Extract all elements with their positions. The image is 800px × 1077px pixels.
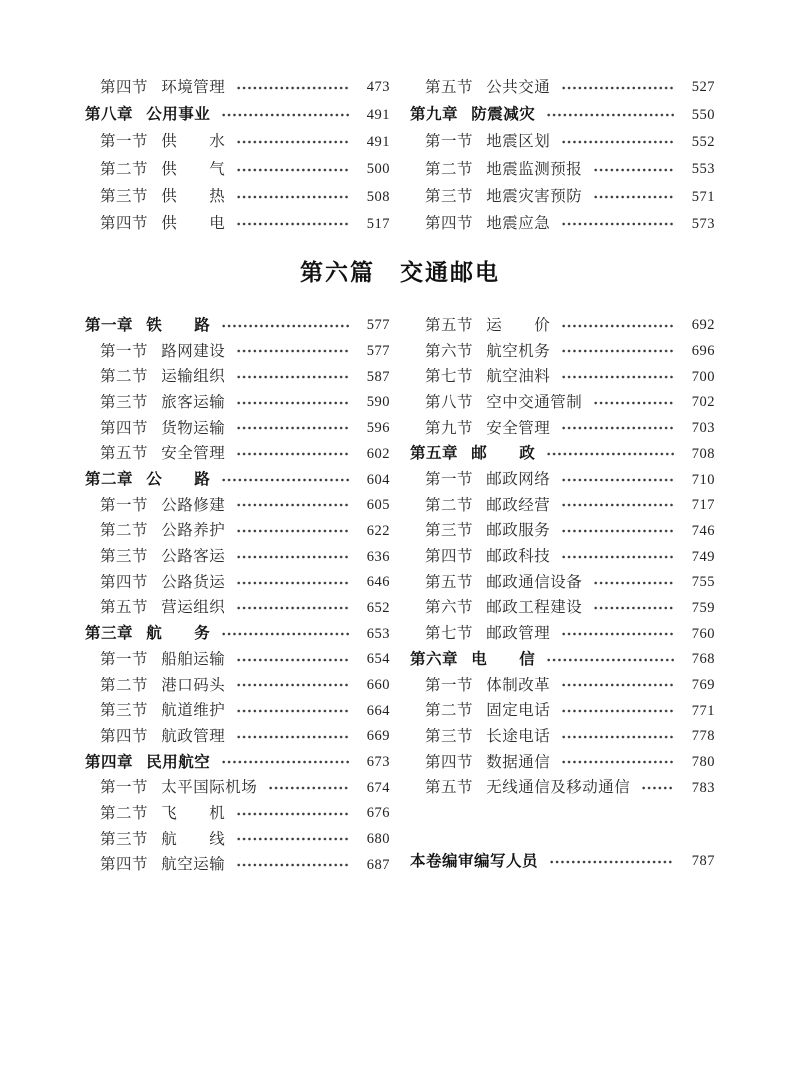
entry-number: 第三节 [100, 702, 149, 720]
page-number: 717 [691, 497, 715, 514]
top-toc-section [85, 74, 715, 238]
entry-title: 港口码头 [161, 676, 226, 694]
entry-number: 第四节 [100, 856, 149, 874]
page-number: 577 [366, 317, 390, 334]
toc-row [85, 338, 390, 364]
entry-number: 第四节 [100, 78, 149, 96]
toc-row [85, 101, 390, 128]
page-number: 491 [366, 106, 390, 123]
dot-leader [236, 451, 349, 457]
toc-row [85, 621, 390, 647]
toc-row [410, 493, 715, 519]
main-toc-section [85, 313, 715, 878]
entry-title: 公路修建 [161, 496, 226, 514]
entry-number: 第五节 [100, 445, 149, 463]
page-number: 646 [366, 574, 390, 591]
dot-leader [593, 580, 674, 586]
entry-number: 第六章 [410, 650, 459, 668]
entry-title: 飞 机 [161, 804, 226, 822]
entry-number: 第三节 [425, 522, 474, 540]
entry-number: 第七节 [425, 625, 474, 643]
toc-row [85, 852, 390, 878]
toc-row [85, 775, 390, 801]
entry-title: 航政管理 [161, 727, 226, 745]
entry-number: 第四章 [85, 753, 134, 771]
dot-leader [561, 528, 674, 534]
dot-leader [593, 400, 674, 406]
entry-title: 航 务 [146, 625, 211, 643]
entry-title: 空中交通管制 [486, 393, 583, 411]
dot-leader [221, 477, 349, 483]
page-number: 654 [366, 651, 390, 668]
dot-leader [561, 708, 674, 714]
entry-number: 第四节 [100, 573, 149, 591]
entry-number: 第二节 [100, 676, 149, 694]
part-title: 第六篇 交通邮电 [300, 259, 500, 285]
toc-row [410, 441, 715, 467]
dot-leader [236, 221, 349, 227]
toc-row [410, 647, 715, 673]
page-number: 673 [366, 754, 390, 771]
entry-title: 太平国际机场 [161, 779, 258, 797]
dot-leader [236, 139, 349, 145]
dot-leader [561, 477, 674, 483]
entry-title: 路网建设 [161, 342, 226, 360]
dot-leader [236, 85, 349, 91]
dot-leader [561, 554, 674, 560]
entry-title: 供 热 [161, 188, 226, 206]
dot-leader [549, 859, 674, 865]
entry-title: 邮政科技 [486, 548, 551, 566]
entry-number: 第一节 [100, 133, 149, 151]
entry-title: 邮 政 [471, 445, 536, 463]
dot-leader [236, 502, 349, 508]
page-number: 759 [691, 599, 715, 616]
dot-leader [561, 425, 674, 431]
toc-row [410, 775, 715, 801]
toc-row [85, 183, 390, 210]
entry-number: 第二章 [85, 471, 134, 488]
entry-number: 第二节 [425, 496, 474, 514]
toc-row [410, 724, 715, 750]
page-number: 636 [366, 548, 390, 565]
dot-leader [561, 502, 674, 508]
page-number: 676 [366, 805, 390, 822]
entry-title: 环境管理 [161, 78, 226, 96]
entry-title: 民用航空 [146, 753, 211, 771]
dot-leader [561, 631, 674, 637]
toc-row [85, 210, 390, 237]
toc-column-main-left [85, 313, 390, 878]
entry-number: 第九章 [410, 106, 459, 124]
entry-number: 第五章 [410, 445, 459, 463]
page-number: 760 [691, 625, 715, 642]
page-number: 473 [366, 79, 390, 96]
entry-title: 安全管理 [161, 445, 226, 463]
entry-title: 供 电 [161, 215, 226, 233]
entry-number: 第一节 [100, 779, 149, 797]
toc-row [85, 801, 390, 827]
page-number: 660 [366, 677, 390, 693]
toc-row [410, 749, 715, 775]
page-number: 703 [691, 420, 715, 437]
entry-title: 公路客运 [161, 548, 226, 566]
toc-row [85, 544, 390, 570]
entry-number: 第二节 [425, 160, 474, 178]
entry-title: 邮政经营 [486, 496, 551, 514]
toc-content [0, 74, 800, 878]
toc-row [85, 493, 390, 519]
page-number: 508 [366, 188, 390, 205]
entry-number: 第四节 [100, 215, 149, 233]
dot-leader [593, 194, 674, 200]
page-number: 590 [366, 394, 390, 411]
entry-number: 第二节 [100, 804, 149, 822]
entry-title: 电 信 [471, 650, 536, 668]
page-number: 573 [691, 215, 715, 232]
dot-leader [221, 759, 349, 765]
page-number: 771 [691, 702, 715, 719]
dot-leader [593, 167, 674, 173]
dot-leader [546, 451, 674, 457]
page-number: 587 [366, 368, 390, 385]
entry-number: 第三节 [425, 188, 474, 206]
page-number: 680 [366, 831, 390, 848]
toc-row [410, 570, 715, 596]
entry-number: 第二节 [100, 368, 149, 386]
page-number: 552 [691, 133, 715, 150]
entry-number: 第三章 [85, 625, 134, 643]
dot-leader [546, 657, 674, 663]
entry-number: 第八章 [85, 106, 134, 124]
dot-leader [561, 734, 674, 740]
entry-title: 航道维护 [161, 702, 226, 720]
entry-number: 第二节 [100, 522, 149, 540]
entry-number: 第四节 [425, 215, 474, 233]
entry-title: 供 气 [161, 160, 226, 178]
page-number: 674 [366, 779, 390, 796]
entry-number: 第九节 [425, 419, 474, 437]
dot-leader [236, 605, 349, 611]
dot-leader [236, 682, 349, 688]
entry-title: 无线通信及移动通信 [486, 779, 631, 797]
dot-leader [236, 554, 349, 560]
entry-title: 数据通信 [486, 753, 551, 771]
entry-title: 公共交通 [486, 78, 551, 96]
toc-row [85, 749, 390, 775]
entry-title: 旅客运输 [161, 393, 226, 411]
dot-leader [236, 734, 349, 740]
entry-number: 第五节 [425, 573, 474, 591]
page-number: 692 [691, 317, 715, 334]
entry-number: 第二节 [425, 702, 474, 720]
dot-leader [221, 323, 349, 329]
dot-leader [546, 112, 674, 118]
dot-leader [236, 374, 349, 380]
entry-number: 第一节 [425, 471, 474, 488]
page-number: 527 [691, 79, 715, 96]
page-number: 687 [366, 856, 390, 873]
page-number: 602 [366, 445, 390, 462]
entry-title: 供 水 [161, 133, 226, 151]
page-number: 696 [691, 343, 715, 360]
page-number: 780 [691, 754, 715, 771]
entry-number: 第三节 [100, 393, 149, 411]
page-number: 571 [691, 188, 715, 205]
entry-title: 铁 路 [146, 316, 211, 334]
dot-leader [561, 682, 674, 688]
toc-row [85, 698, 390, 724]
toc-row [410, 518, 715, 544]
toc-row [410, 338, 715, 364]
entry-title: 邮政通信设备 [486, 573, 583, 591]
dot-leader [221, 631, 349, 637]
page-number: 664 [366, 702, 390, 719]
entry-number: 第四节 [100, 419, 149, 437]
entry-number: 第一节 [425, 676, 474, 694]
toc-row [410, 544, 715, 570]
entry-title: 长途电话 [486, 727, 551, 745]
entry-title: 公 路 [146, 471, 211, 488]
toc-row [410, 467, 715, 493]
toc-row [410, 364, 715, 390]
entry-title: 船舶运输 [161, 650, 226, 668]
entry-title: 本卷编审编写人员 [410, 852, 539, 870]
entry-number: 第五节 [425, 779, 474, 797]
entry-title: 公用事业 [146, 106, 211, 124]
dot-leader [236, 862, 349, 868]
page-number: 605 [366, 497, 390, 514]
entry-title: 邮政服务 [486, 522, 551, 540]
toc-row [85, 364, 390, 390]
entry-number: 第一节 [100, 496, 149, 514]
entry-title: 邮政管理 [486, 625, 551, 643]
toc-row [410, 390, 715, 416]
entry-number: 第五节 [100, 599, 149, 617]
dot-leader [561, 374, 674, 380]
entry-title: 体制改革 [486, 676, 551, 694]
toc-row [85, 827, 390, 853]
toc-row [85, 518, 390, 544]
entry-title: 航空油料 [486, 368, 551, 386]
toc-row [85, 441, 390, 467]
entry-number: 第一节 [100, 342, 149, 360]
toc-row [410, 621, 715, 647]
dot-leader [236, 657, 349, 663]
page-number: 577 [366, 343, 390, 360]
page-number: 622 [366, 522, 390, 539]
page-number: 708 [691, 445, 715, 462]
toc-row [410, 672, 715, 698]
entry-title: 防震减灾 [471, 106, 536, 124]
entry-number: 第四节 [100, 727, 149, 745]
entry-number: 第三节 [425, 727, 474, 745]
entry-number: 第三节 [100, 548, 149, 566]
page-number: 550 [691, 106, 715, 123]
toc-row [85, 129, 390, 156]
entry-number: 第六节 [425, 599, 474, 617]
page-number: 787 [691, 853, 715, 870]
dot-leader [236, 836, 349, 842]
toc-row [85, 467, 390, 493]
toc-row [410, 156, 715, 183]
page-number: 746 [691, 522, 715, 539]
toc-row [85, 416, 390, 442]
dot-leader [561, 85, 674, 91]
entry-title: 公路货运 [161, 573, 226, 591]
entry-number: 第一节 [425, 133, 474, 151]
dot-leader [236, 167, 349, 173]
page-number: 778 [691, 728, 715, 745]
dot-leader [236, 194, 349, 200]
dot-leader [561, 348, 674, 354]
toc-row [410, 313, 715, 339]
toc-row [410, 698, 715, 724]
entry-title: 地震应急 [486, 215, 551, 233]
entry-number: 第五节 [425, 78, 474, 96]
dot-leader [268, 785, 349, 791]
toc-row [410, 129, 715, 156]
page-number: 755 [691, 574, 715, 591]
toc-row [85, 672, 390, 698]
toc-row [85, 390, 390, 416]
entry-title: 航 线 [161, 830, 226, 848]
main-right-rows [410, 313, 715, 801]
page-number: 749 [691, 548, 715, 565]
toc-row [85, 156, 390, 183]
toc-row [410, 416, 715, 442]
dot-leader [236, 708, 349, 714]
page-number: 702 [691, 394, 715, 411]
entry-title: 营运组织 [161, 599, 226, 617]
page-number: 769 [691, 677, 715, 693]
dot-leader [561, 759, 674, 765]
page-number: 500 [366, 161, 390, 178]
toc-row [410, 101, 715, 128]
entry-title: 地震监测预报 [486, 160, 583, 178]
page-number: 604 [366, 471, 390, 488]
toc-column-top-left [85, 74, 390, 238]
dot-leader [561, 323, 674, 329]
entry-title: 地震区划 [486, 133, 551, 151]
toc-row [85, 595, 390, 621]
entry-title: 安全管理 [486, 419, 551, 437]
dot-leader [593, 605, 674, 611]
entry-number: 第七节 [425, 368, 474, 386]
entry-title: 货物运输 [161, 419, 226, 437]
toc-row [85, 313, 390, 339]
volume-editors-entry [410, 849, 715, 875]
entry-title: 固定电话 [486, 702, 551, 720]
entry-title: 运 价 [486, 316, 551, 334]
entry-title: 邮政工程建设 [486, 599, 583, 617]
toc-row [85, 724, 390, 750]
page-number: 768 [691, 651, 715, 668]
page-number: 653 [366, 625, 390, 642]
dot-leader [236, 348, 349, 354]
page-number: 517 [366, 215, 390, 232]
page-number: 553 [691, 161, 715, 178]
page-number: 700 [691, 368, 715, 385]
entry-number: 第四节 [425, 753, 474, 771]
page-number: 596 [366, 420, 390, 437]
entry-number: 第一节 [100, 650, 149, 668]
toc-row [85, 570, 390, 596]
toc-row [85, 647, 390, 673]
toc-row [85, 74, 390, 101]
page-number: 491 [366, 133, 390, 150]
entry-title: 运输组织 [161, 368, 226, 386]
toc-column-main-right [410, 313, 715, 878]
entry-number: 第三节 [100, 188, 149, 206]
entry-title: 邮政网络 [486, 471, 551, 488]
page-number: 669 [366, 728, 390, 745]
entry-number: 第六节 [425, 342, 474, 360]
toc-row [410, 595, 715, 621]
entry-number: 第三节 [100, 830, 149, 848]
dot-leader [641, 785, 674, 791]
dot-leader [236, 425, 349, 431]
dot-leader [236, 400, 349, 406]
dot-leader [561, 221, 674, 227]
dot-leader [236, 811, 349, 817]
entry-number: 第五节 [425, 316, 474, 334]
toc-row [410, 74, 715, 101]
dot-leader [561, 139, 674, 145]
dot-leader [236, 580, 349, 586]
dot-leader [236, 528, 349, 534]
dot-leader [221, 112, 349, 118]
entry-title: 航空运输 [161, 856, 226, 874]
entry-title: 地震灾害预防 [486, 188, 583, 206]
toc-column-top-right [410, 74, 715, 238]
page-number: 783 [691, 779, 715, 796]
page-number: 710 [691, 471, 715, 488]
toc-row [410, 183, 715, 210]
page-number: 652 [366, 599, 390, 616]
entry-number: 第四节 [425, 548, 474, 566]
entry-number: 第一章 [85, 316, 134, 334]
entry-title: 公路养护 [161, 522, 226, 540]
entry-number: 第二节 [100, 160, 149, 178]
toc-row [410, 210, 715, 237]
entry-title: 航空机务 [486, 342, 551, 360]
entry-number: 第八节 [425, 393, 474, 411]
